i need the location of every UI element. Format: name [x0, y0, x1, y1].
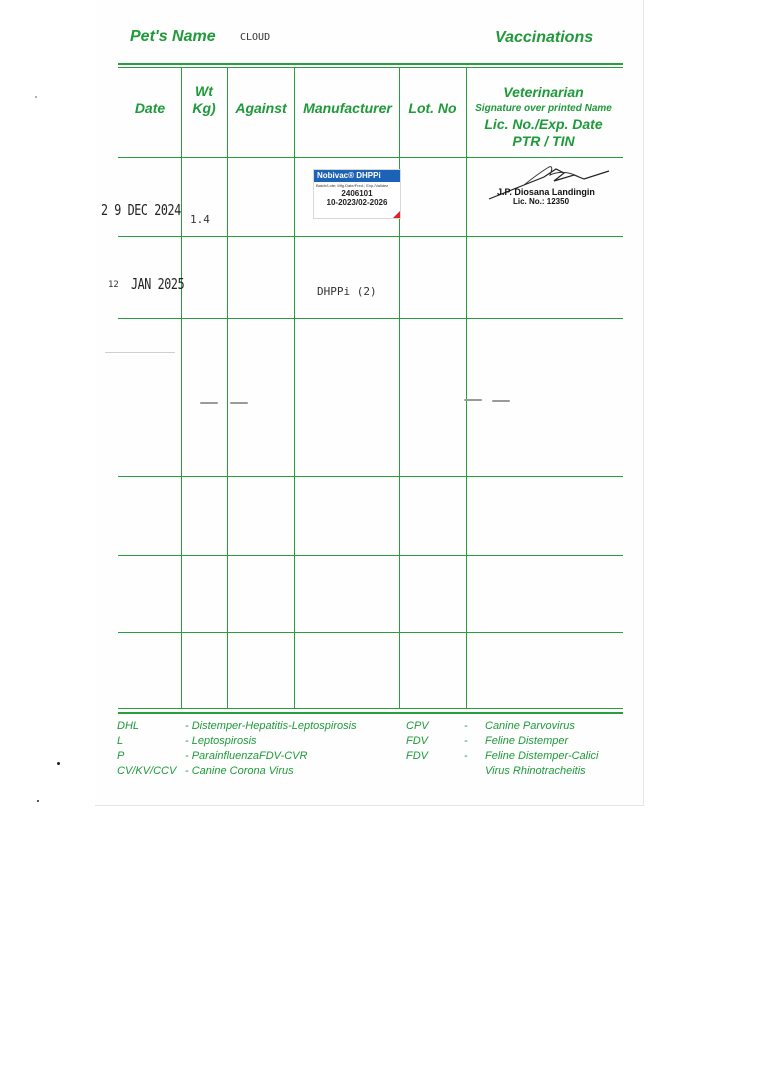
table-top-border — [118, 63, 623, 65]
fold-hole — [492, 400, 510, 402]
sticker-red-corner — [393, 211, 400, 218]
table-top-border-inner — [118, 67, 623, 68]
row2-date-day: 12 — [108, 280, 119, 290]
legend-row — [117, 719, 357, 734]
row-divider — [118, 555, 623, 556]
legend-desc: Feline Distemper-Calici — [485, 750, 599, 762]
legend-code: P — [117, 750, 125, 762]
card-title: Vaccinations — [495, 29, 594, 46]
legend-code: FDV — [406, 735, 428, 747]
legend-left — [117, 719, 357, 779]
column-header-weight-line1: Wt — [195, 83, 213, 99]
row-divider — [118, 318, 623, 319]
row2-date-month-year: JAN 2025 — [131, 275, 185, 293]
legend-right — [406, 719, 599, 779]
column-header-date: Date — [134, 100, 166, 116]
legend-row — [406, 719, 599, 734]
legend-desc: Canine Parvovirus — [485, 720, 575, 732]
legend-row — [406, 734, 599, 749]
legend-row — [406, 764, 599, 779]
legend-desc: Virus Rhinotracheitis — [485, 765, 586, 777]
column-divider — [227, 68, 228, 708]
scan-speck — [37, 800, 39, 802]
legend-desc: - ParainfluenzaFDV-CVR — [185, 750, 308, 762]
legend-code: DHL — [117, 720, 140, 732]
row1-weight: 1.4 — [190, 213, 210, 226]
legend-dash: - — [464, 720, 468, 732]
fold-hole — [200, 402, 218, 404]
scan-speck — [57, 762, 60, 765]
column-header-weight — [183, 83, 225, 117]
scan-speck — [35, 96, 37, 98]
row2-manufacturer-note: DHPPi (2) — [317, 285, 377, 298]
column-header-vet-signature: Signature over printed Name — [475, 103, 612, 114]
fold-hole — [230, 402, 248, 404]
legend-desc: - Leptospirosis — [185, 735, 257, 747]
column-divider — [294, 68, 295, 708]
row-divider — [118, 236, 623, 237]
column-header-weight-line2: Kg) — [192, 100, 216, 116]
legend-row — [117, 749, 357, 764]
legend-desc: - Distemper-Hepatitis-Leptospirosis — [185, 720, 357, 732]
column-header-against: Against — [235, 100, 287, 116]
legend-row — [117, 764, 357, 779]
column-header-vet-title: Veterinarian — [503, 84, 584, 100]
column-divider — [399, 68, 400, 708]
legend-desc: Feline Distemper — [485, 735, 569, 747]
pets-name-label: Pet's Name — [130, 28, 216, 45]
legend-row — [117, 734, 357, 749]
row-divider — [118, 632, 623, 633]
legend-code: CPV — [406, 720, 429, 732]
legend-code: FDV — [406, 750, 428, 762]
legend-code: CV/KV/CCV — [117, 765, 177, 777]
table-bottom-border — [118, 708, 623, 709]
column-header-vet-ptr: PTR / TIN — [512, 133, 575, 149]
vet-license: Lic. No.: 12350 — [513, 197, 570, 206]
header-row-divider — [118, 157, 623, 158]
pets-name-value: CLOUD — [240, 32, 271, 43]
sticker-lot-number: 2406101 — [341, 189, 373, 198]
column-header-veterinarian — [468, 84, 619, 150]
fold-hole — [464, 399, 482, 401]
sticker-small-text: Batch/Lote; Mfg.Date/Fred.; Exp./Validez — [316, 183, 389, 188]
vaccine-sticker — [313, 169, 401, 219]
sticker-brand: Nobivac® DHPPi — [314, 170, 400, 182]
column-divider — [181, 68, 182, 708]
table-bottom-border-outer — [118, 712, 623, 714]
column-header-lot-no: Lot. No — [408, 100, 457, 116]
legend-row — [406, 749, 599, 764]
legend-dash: - — [464, 750, 468, 762]
column-header-manufacturer: Manufacturer — [303, 100, 392, 116]
column-header-vet-license: Lic. No./Exp. Date — [484, 116, 603, 132]
legend-code: L — [117, 735, 124, 747]
vet-printed-name: J.P. Diosana Landingin — [497, 187, 595, 197]
legend-dash: - — [464, 735, 468, 747]
fold-mark — [105, 352, 175, 353]
sticker-dates: 10-2023/02-2026 — [326, 198, 388, 207]
legend-desc: - Canine Corona Virus — [185, 765, 294, 777]
row1-date: 2 9 DEC 2024 — [101, 201, 181, 219]
column-divider — [466, 68, 467, 708]
row-divider — [118, 476, 623, 477]
